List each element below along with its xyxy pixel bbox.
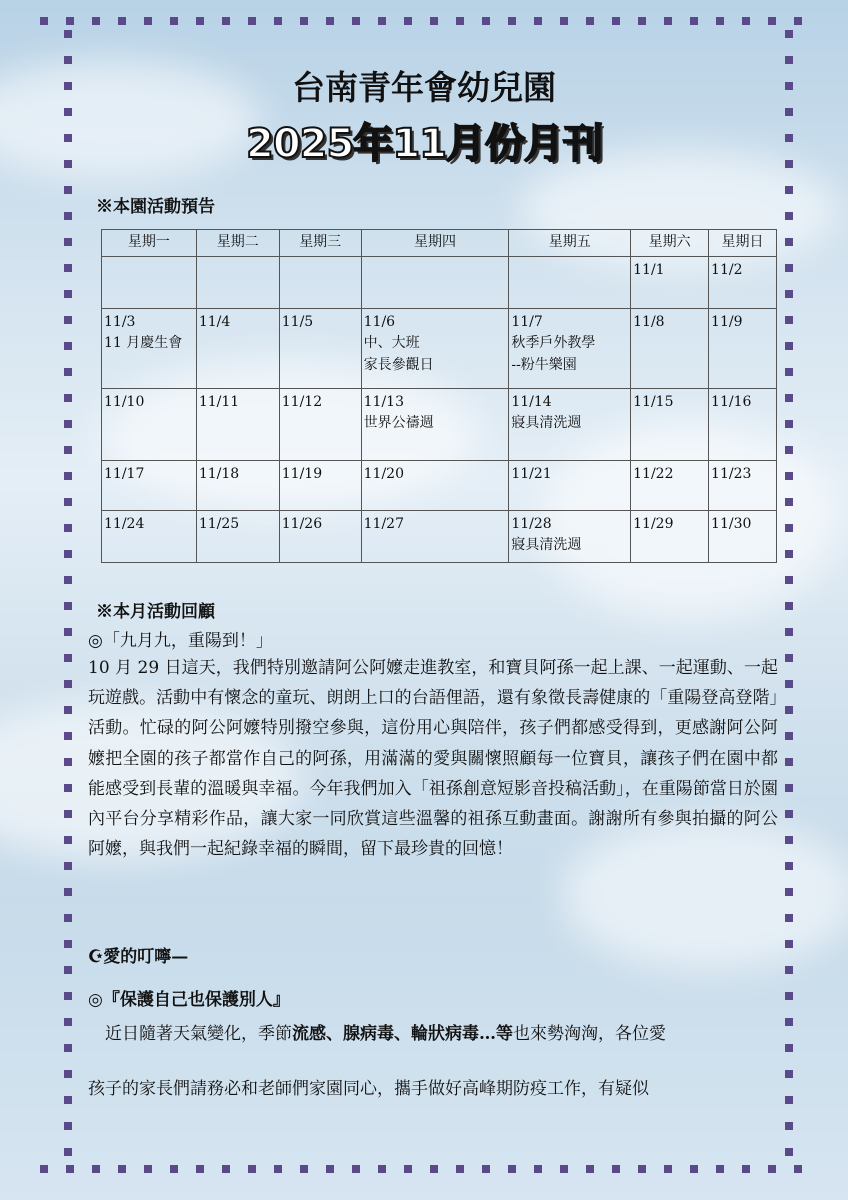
calendar-date: 11/21 <box>511 465 552 482</box>
calendar-day-cell <box>279 256 361 308</box>
calendar-event: 中、大班 <box>363 335 420 352</box>
activity-calendar <box>101 229 777 563</box>
reminder-bold-text: 流感、腺病毒、輪狀病毒…等 <box>292 1024 513 1044</box>
calendar-day-cell <box>709 510 777 562</box>
calendar-day-cell <box>279 460 361 510</box>
calendar-day-cell <box>196 460 279 510</box>
review-body: 10 月 29 日這天，我們特別邀請阿公阿嬤走進教室，和寶貝阿孫一起上課、一起運動、一起玩遊戲。活動中有懷念的童玩、朗朗上口的台語俚語，還有象徵長壽健康的「重陽登高登階」活動。忙碌的阿公阿嬤特別撥空參與，這份用心與陪伴，孩子們都感受得到，更感謝阿公阿嬤把全園的孩子都當作自己的阿孫，用滿滿的愛與關懷照顧每一位寶貝，讓孩子們在園中都能感受到長輩的溫暖與幸福。今年我們加入「祖孫創意短影音投稿活動」，在重陽節當日於園內平台分享精彩作品，讓大家一同欣賞這些溫馨的祖孫互動畫面。謝謝所有參與拍攝的阿公阿嬤，與我們一起紀錄幸福的瞬間，留下最珍貴的回憶！ <box>88 658 778 860</box>
calendar-date: 11/19 <box>281 465 323 482</box>
issue-title: 2025年11月份月刊 <box>246 121 602 167</box>
calendar-date: 11/1 <box>633 261 665 278</box>
reminder-subheading: ◎『保護自己也保護別人』 <box>88 990 290 1010</box>
calendar-date: 11/6 <box>363 313 396 330</box>
calendar-day-cell <box>509 460 631 510</box>
calendar-date: 11/5 <box>281 313 314 330</box>
calendar-date: 11/16 <box>711 393 752 410</box>
calendar-date: 11/13 <box>363 393 404 410</box>
calendar-date: 11/11 <box>198 393 240 410</box>
calendar-day-cell <box>509 388 631 460</box>
calendar-day-cell <box>631 460 709 510</box>
calendar-date: 11/17 <box>104 465 145 482</box>
calendar-event: 寢具清洗週 <box>511 537 582 554</box>
weekday-header: 星期日 <box>709 230 777 257</box>
calendar-day-cell <box>709 460 777 510</box>
calendar-day-cell <box>361 256 509 308</box>
calendar-day-cell <box>361 308 509 388</box>
page-border-left <box>64 30 72 1160</box>
reminder-text: 近日隨著天氣變化，季節 <box>88 1024 292 1044</box>
reminder-line-2: 孩子的家長們請務必和老師們家園同心，攜手做好高峰期防疫工作，有疑似 <box>88 1079 649 1099</box>
calendar-day-cell <box>709 308 777 388</box>
calendar-date: 11/10 <box>104 393 145 410</box>
calendar-date: 11/14 <box>511 393 552 410</box>
calendar-date: 11/15 <box>633 393 674 410</box>
calendar-date: 11/24 <box>104 515 145 532</box>
page-title: 台南青年會幼兒園 <box>292 68 556 107</box>
calendar-week-row <box>102 388 777 460</box>
reminder-line-1 <box>88 1019 666 1044</box>
calendar-week-row <box>102 460 777 510</box>
calendar-day-cell <box>102 460 197 510</box>
calendar-day-cell <box>509 510 631 562</box>
calendar-date: 11/12 <box>281 393 323 410</box>
calendar-day-cell <box>361 510 509 562</box>
calendar-date: 11/2 <box>711 261 743 278</box>
calendar-date: 11/26 <box>281 515 323 532</box>
calendar-date: 11/25 <box>198 515 240 532</box>
review-event-title: ◎「九月九，重陽到！」 <box>88 631 273 651</box>
calendar-day-cell <box>102 256 197 308</box>
calendar-date: 11/28 <box>511 515 552 532</box>
calendar-header-row <box>102 230 777 257</box>
calendar-event: 11 月慶生會 <box>104 335 183 352</box>
calendar-day-cell <box>631 388 709 460</box>
weekday-header: 星期六 <box>631 230 709 257</box>
weekday-header: 星期一 <box>102 230 197 257</box>
calendar-day-cell <box>509 256 631 308</box>
calendar-date: 11/4 <box>198 313 231 330</box>
calendar-day-cell <box>102 308 197 388</box>
calendar-day-cell <box>102 388 197 460</box>
reminder-text: 也來勢洶洶，各位愛 <box>513 1024 666 1044</box>
calendar-week-row <box>102 510 777 562</box>
calendar-day-cell <box>279 510 361 562</box>
calendar-date: 11/20 <box>363 465 404 482</box>
calendar-date: 11/18 <box>198 465 240 482</box>
reminder-heading: ☪愛的叮嚀— <box>88 947 189 967</box>
calendar-day-cell <box>709 256 777 308</box>
calendar-day-cell <box>631 308 709 388</box>
calendar-day-cell <box>279 388 361 460</box>
calendar-day-cell <box>196 256 279 308</box>
weekday-header: 星期三 <box>279 230 361 257</box>
page-border-right <box>785 30 793 1160</box>
calendar-date: 11/30 <box>711 515 752 532</box>
weekday-header: 星期二 <box>196 230 279 257</box>
calendar-date: 11/7 <box>511 313 543 330</box>
calendar-day-cell <box>361 388 509 460</box>
calendar-date: 11/29 <box>633 515 674 532</box>
calendar-day-cell <box>196 308 279 388</box>
calendar-week-row <box>102 308 777 388</box>
calendar-date: 11/23 <box>711 465 752 482</box>
calendar-day-cell <box>196 388 279 460</box>
calendar-date: 11/9 <box>711 313 743 330</box>
calendar-date: 11/27 <box>363 515 404 532</box>
calendar-event: 秋季戶外教學 <box>511 335 596 352</box>
calendar-day-cell <box>631 256 709 308</box>
page-border-top <box>40 17 808 25</box>
calendar-day-cell <box>509 308 631 388</box>
weekday-header: 星期四 <box>361 230 509 257</box>
calendar-day-cell <box>196 510 279 562</box>
calendar-week-row <box>102 256 777 308</box>
calendar-date: 11/3 <box>104 313 136 330</box>
calendar-event: 寢具清洗週 <box>511 415 582 432</box>
page-border-bottom <box>40 1165 808 1173</box>
calendar-day-cell <box>102 510 197 562</box>
weekday-header: 星期五 <box>509 230 631 257</box>
calendar-day-cell <box>361 460 509 510</box>
calendar-day-cell <box>631 510 709 562</box>
review-heading: ※本月活動回顧 <box>96 602 215 622</box>
calendar-event: --粉牛樂園 <box>511 357 577 374</box>
calendar-date: 11/22 <box>633 465 674 482</box>
calendar-day-cell <box>279 308 361 388</box>
calendar-event: 世界公禱週 <box>363 415 434 432</box>
calendar-date: 11/8 <box>633 313 665 330</box>
calendar-event: 家長參觀日 <box>363 357 434 374</box>
preview-heading: ※本園活動預告 <box>96 197 215 217</box>
calendar-day-cell <box>709 388 777 460</box>
